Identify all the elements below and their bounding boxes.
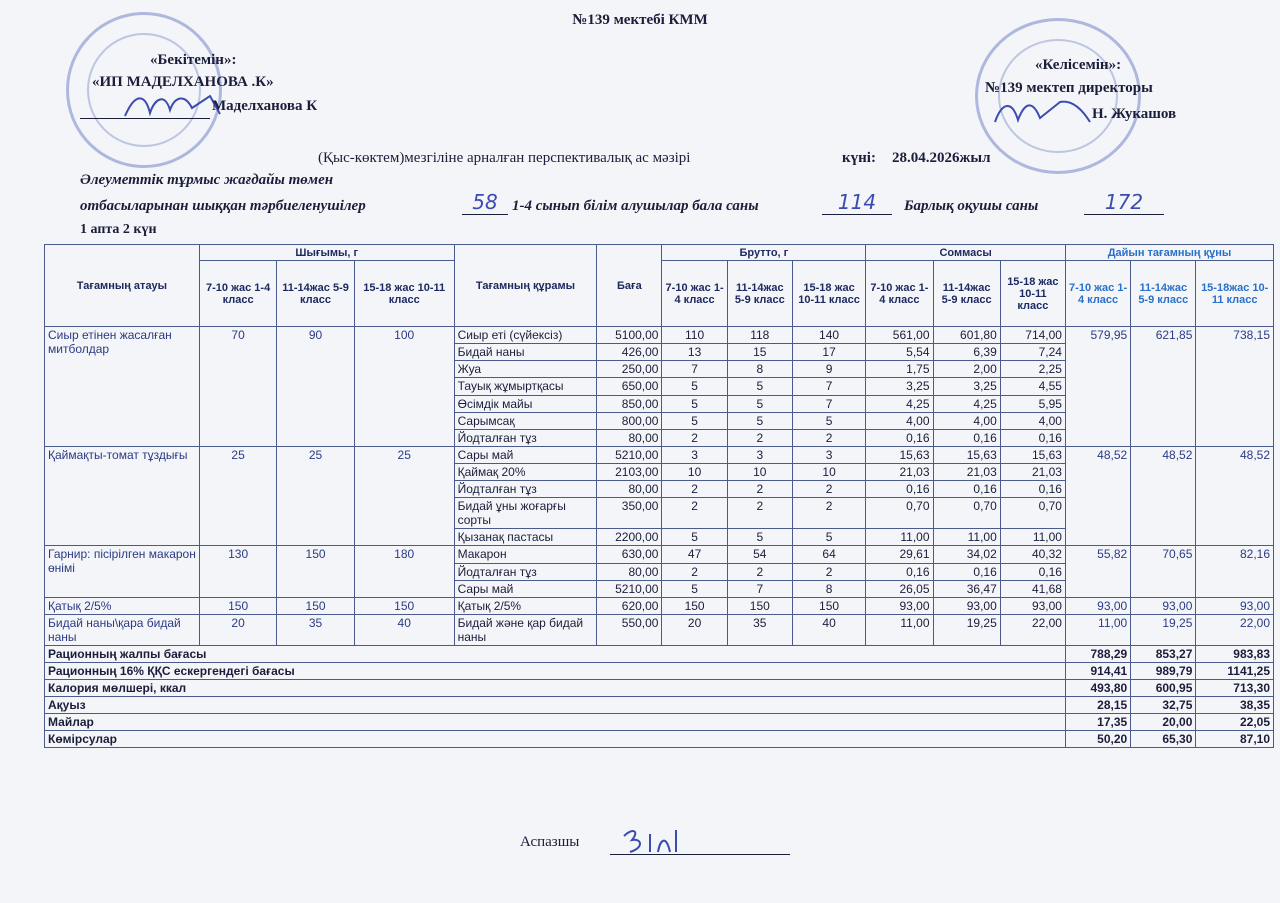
sum-1: 5,54 [866,344,933,361]
brutto-1: 2 [662,481,727,498]
header-sum-3: 15-18 жас 10-11 класс [1000,261,1065,327]
table-row [45,447,1274,464]
summary-label: Калория мөлшері, ккал [45,680,1066,697]
ingredient-name: Қызанақ пастасы [454,529,597,546]
summary-value-3: 713,30 [1196,680,1274,697]
dish-name: Сиыр етінен жасалған митболдар [45,327,200,447]
brutto-3: 5 [792,413,865,430]
dish-name: Гарнир: пісірілген макарон өнімі [45,546,200,598]
dish-output-2: 150 [277,546,354,598]
sum-2: 19,25 [933,615,1000,646]
brutto-2: 2 [727,430,792,447]
sum-1: 0,16 [866,564,933,581]
header-out-2: 11-14жас 5-9 класс [277,261,354,327]
ingredient-price: 850,00 [597,396,662,413]
sum-3: 5,95 [1000,396,1065,413]
brutto-2: 150 [727,598,792,615]
summary-value-1: 28,15 [1065,697,1130,714]
ingredient-name: Сары май [454,447,597,464]
sum-2: 11,00 [933,529,1000,546]
sum-3: 15,63 [1000,447,1065,464]
sum-1: 0,70 [866,498,933,529]
brutto-3: 2 [792,481,865,498]
brutto-1: 5 [662,413,727,430]
summary-value-1: 50,20 [1065,731,1130,748]
summary-value-1: 788,29 [1065,646,1130,663]
sum-1: 21,03 [866,464,933,481]
week-day: 1 апта 2 күн [80,222,157,237]
dish-output-1: 20 [199,615,276,646]
ingredient-name: Қатық 2/5% [454,598,597,615]
sum-1: 4,25 [866,396,933,413]
brutto-1: 2 [662,430,727,447]
summary-row [45,663,1274,680]
sum-1: 11,00 [866,615,933,646]
ingredient-price: 550,00 [597,615,662,646]
summary-label: Көмірсулар [45,731,1066,748]
sum-3: 4,55 [1000,378,1065,396]
brutto-2: 2 [727,498,792,529]
dish-output-3: 40 [354,615,454,646]
ingredient-price: 5100,00 [597,327,662,344]
ingredient-price: 620,00 [597,598,662,615]
ready-cost-3: 48,52 [1196,447,1274,546]
social-count: 58 [462,190,508,215]
brutto-2: 2 [727,481,792,498]
cook-label: Аспазшы [520,834,580,850]
ready-cost-3: 22,00 [1196,615,1274,646]
sum-3: 21,03 [1000,464,1065,481]
brutto-2: 5 [727,396,792,413]
ingredient-price: 426,00 [597,344,662,361]
ingredient-name: Жуа [454,361,597,378]
sum-3: 7,24 [1000,344,1065,361]
summary-value-1: 493,80 [1065,680,1130,697]
header-composition: Тағамның құрамы [454,245,597,327]
agree-org: №139 мектеп директоры [985,80,1153,96]
sum-3: 714,00 [1000,327,1065,344]
sum-3: 93,00 [1000,598,1065,615]
brutto-3: 64 [792,546,865,564]
sum-1: 26,05 [866,581,933,598]
brutto-3: 17 [792,344,865,361]
ingredient-price: 2103,00 [597,464,662,481]
sum-2: 3,25 [933,378,1000,396]
summary-value-3: 1141,25 [1196,663,1274,680]
dish-output-2: 90 [277,327,354,447]
brutto-1: 5 [662,529,727,546]
header-dish: Тағамның атауы [45,245,200,327]
sum-1: 561,00 [866,327,933,344]
brutto-1: 5 [662,378,727,396]
ingredient-name: Бидай наны [454,344,597,361]
sum-3: 2,25 [1000,361,1065,378]
brutto-1: 2 [662,564,727,581]
summary-value-2: 853,27 [1131,646,1196,663]
header-out-3: 15-18 жас 10-11 класс [354,261,454,327]
pupils-count: 114 [822,190,892,215]
table-body [45,327,1274,748]
brutto-1: 5 [662,396,727,413]
sum-2: 93,00 [933,598,1000,615]
ready-cost-1: 55,82 [1065,546,1130,598]
ingredient-name: Қаймақ 20% [454,464,597,481]
ingredient-name: Йодталған тұз [454,430,597,447]
agree-title: «Келісемін»: [1035,57,1122,73]
brutto-2: 3 [727,447,792,464]
summary-row [45,714,1274,731]
brutto-1: 10 [662,464,727,481]
brutto-1: 13 [662,344,727,361]
summary-row [45,646,1274,663]
table-row [45,615,1274,646]
ingredient-name: Бидай ұны жоғарғы сорты [454,498,597,529]
ingredient-price: 650,00 [597,378,662,396]
dish-output-2: 25 [277,447,354,546]
summary-value-2: 989,79 [1131,663,1196,680]
brutto-1: 20 [662,615,727,646]
approve-org: «ИП МАДЕЛХАНОВА .К» [92,74,274,90]
summary-value-3: 22,05 [1196,714,1274,731]
sum-3: 40,32 [1000,546,1065,564]
brutto-3: 2 [792,564,865,581]
summary-value-1: 17,35 [1065,714,1130,731]
brutto-2: 15 [727,344,792,361]
sum-2: 4,00 [933,413,1000,430]
sum-2: 6,39 [933,344,1000,361]
header-sum-2: 11-14жас 5-9 класс [933,261,1000,327]
ready-cost-1: 48,52 [1065,447,1130,546]
sum-2: 0,70 [933,498,1000,529]
dish-output-3: 100 [354,327,454,447]
header-out-1: 7-10 жас 1-4 класс [199,261,276,327]
sum-2: 0,16 [933,481,1000,498]
brutto-3: 8 [792,581,865,598]
brutto-3: 2 [792,498,865,529]
dish-name: Бидай наны\қара бидай наны [45,615,200,646]
social-line-1: Әлеуметтік тұрмыс жағдайы төмен [80,172,334,188]
date-label: күні: [842,150,876,166]
summary-label: Рационның жалпы бағасы [45,646,1066,663]
ready-cost-1: 11,00 [1065,615,1130,646]
brutto-3: 2 [792,430,865,447]
ingredient-price: 250,00 [597,361,662,378]
dish-output-2: 35 [277,615,354,646]
brutto-3: 10 [792,464,865,481]
ingredient-name: Сары май [454,581,597,598]
cook-signature [620,826,690,858]
brutto-1: 7 [662,361,727,378]
dish-output-1: 25 [199,447,276,546]
sum-1: 15,63 [866,447,933,464]
sum-1: 29,61 [866,546,933,564]
approve-title: «Бекітемін»: [150,52,237,68]
brutto-1: 150 [662,598,727,615]
total-label: Барлық оқушы саны [904,198,1039,214]
sum-1: 11,00 [866,529,933,546]
dish-output-1: 130 [199,546,276,598]
brutto-2: 10 [727,464,792,481]
brutto-1: 110 [662,327,727,344]
ingredient-name: Бидай және қар бидай наны [454,615,597,646]
header-sum-1: 7-10 жас 1-4 класс [866,261,933,327]
ready-cost-3: 93,00 [1196,598,1274,615]
ready-cost-2: 48,52 [1131,447,1196,546]
dish-output-1: 70 [199,327,276,447]
sum-2: 4,25 [933,396,1000,413]
sum-3: 0,70 [1000,498,1065,529]
ingredient-price: 630,00 [597,546,662,564]
summary-row [45,680,1274,697]
ready-cost-1: 93,00 [1065,598,1130,615]
sum-1: 93,00 [866,598,933,615]
social-line-2: отбасыларынан шыққан тәрбиеленушілер [80,198,366,214]
brutto-2: 118 [727,327,792,344]
school-title: №139 мектебі КММ [572,12,708,28]
brutto-3: 5 [792,529,865,546]
sum-2: 0,16 [933,430,1000,447]
ingredient-price: 2200,00 [597,529,662,546]
ready-cost-3: 82,16 [1196,546,1274,598]
brutto-2: 35 [727,615,792,646]
dish-output-3: 180 [354,546,454,598]
brutto-3: 40 [792,615,865,646]
sum-3: 4,00 [1000,413,1065,430]
sum-1: 0,16 [866,430,933,447]
header-ready-1: 7-10 жас 1-4 класс [1065,261,1130,327]
dish-output-3: 25 [354,447,454,546]
menu-title: (Қыс-көктем)мезгіліне арналған перспективалық ас мәзірі [318,150,691,166]
ingredient-name: Макарон [454,546,597,564]
summary-value-3: 983,83 [1196,646,1274,663]
summary-value-2: 600,95 [1131,680,1196,697]
total-count: 172 [1084,190,1164,215]
ingredient-name: Йодталған тұз [454,481,597,498]
table-head [45,245,1274,327]
ingredient-price: 350,00 [597,498,662,529]
ready-cost-2: 19,25 [1131,615,1196,646]
header-output: Шығымы, г [199,245,454,261]
agree-name: Н. Жукашов [1092,106,1177,122]
sum-2: 0,16 [933,564,1000,581]
header-price: Баға [597,245,662,327]
ingredient-price: 80,00 [597,430,662,447]
table-row [45,546,1274,564]
dish-name: Қаймақты-томат тұздығы [45,447,200,546]
brutto-3: 7 [792,396,865,413]
brutto-1: 3 [662,447,727,464]
brutto-3: 7 [792,378,865,396]
dish-output-3: 150 [354,598,454,615]
summary-value-2: 20,00 [1131,714,1196,731]
sum-1: 1,75 [866,361,933,378]
sum-2: 601,80 [933,327,1000,344]
dish-name: Қатық 2/5% [45,598,200,615]
sum-3: 0,16 [1000,564,1065,581]
ready-cost-2: 70,65 [1131,546,1196,598]
ingredient-price: 800,00 [597,413,662,430]
header-brutto-1: 7-10 жас 1-4 класс [662,261,727,327]
ready-cost-1: 579,95 [1065,327,1130,447]
brutto-2: 7 [727,581,792,598]
sum-2: 21,03 [933,464,1000,481]
header-ready-2: 11-14жас 5-9 класс [1131,261,1196,327]
ingredient-name: Өсімдік майы [454,396,597,413]
header-brutto-2: 11-14жас 5-9 класс [727,261,792,327]
ready-cost-2: 93,00 [1131,598,1196,615]
header-brutto: Брутто, г [662,245,866,261]
menu-table [44,244,1274,748]
ingredient-price: 80,00 [597,481,662,498]
summary-label: Рационның 16% ҚҚС ескергендегі бағасы [45,663,1066,680]
sum-3: 0,16 [1000,481,1065,498]
agree-signature [990,92,1100,132]
summary-value-1: 914,41 [1065,663,1130,680]
pupils-label: 1-4 сынып білім алушылар бала саны [512,198,759,214]
summary-row [45,731,1274,748]
brutto-3: 3 [792,447,865,464]
header-brutto-3: 15-18 жас 10-11 класс [792,261,865,327]
dish-output-2: 150 [277,598,354,615]
summary-label: Майлар [45,714,1066,731]
brutto-2: 2 [727,564,792,581]
ingredient-name: Тауық жұмыртқасы [454,378,597,396]
brutto-1: 2 [662,498,727,529]
ingredient-price: 5210,00 [597,581,662,598]
summary-value-2: 32,75 [1131,697,1196,714]
summary-value-3: 87,10 [1196,731,1274,748]
ingredient-name: Сарымсақ [454,413,597,430]
summary-row [45,697,1274,714]
sum-2: 36,47 [933,581,1000,598]
header-sum: Соммасы [866,245,1066,261]
summary-value-2: 65,30 [1131,731,1196,748]
sum-2: 34,02 [933,546,1000,564]
sum-3: 11,00 [1000,529,1065,546]
sum-1: 4,00 [866,413,933,430]
brutto-3: 150 [792,598,865,615]
summary-label: Ақуыз [45,697,1066,714]
header-ready-3: 15-18жас 10-11 класс [1196,261,1274,327]
brutto-1: 47 [662,546,727,564]
dish-output-1: 150 [199,598,276,615]
sum-3: 41,68 [1000,581,1065,598]
ingredient-price: 5210,00 [597,447,662,464]
brutto-2: 54 [727,546,792,564]
sum-2: 2,00 [933,361,1000,378]
sum-1: 3,25 [866,378,933,396]
brutto-2: 5 [727,378,792,396]
date-value: 28.04.2026жыл [892,150,991,166]
sum-1: 0,16 [866,481,933,498]
sum-3: 0,16 [1000,430,1065,447]
brutto-2: 5 [727,529,792,546]
brutto-2: 5 [727,413,792,430]
table-row [45,327,1274,344]
ready-cost-2: 621,85 [1131,327,1196,447]
brutto-2: 8 [727,361,792,378]
brutto-3: 140 [792,327,865,344]
header-ready: Дайын тағамның құны [1065,245,1273,261]
sum-3: 22,00 [1000,615,1065,646]
ingredient-name: Йодталған тұз [454,564,597,581]
ingredient-price: 80,00 [597,564,662,581]
approve-name: Маделханова К [212,98,318,114]
sum-2: 15,63 [933,447,1000,464]
ready-cost-3: 738,15 [1196,327,1274,447]
brutto-1: 5 [662,581,727,598]
brutto-3: 9 [792,361,865,378]
summary-value-3: 38,35 [1196,697,1274,714]
ingredient-name: Сиыр еті (сүйексіз) [454,327,597,344]
table-row [45,598,1274,615]
